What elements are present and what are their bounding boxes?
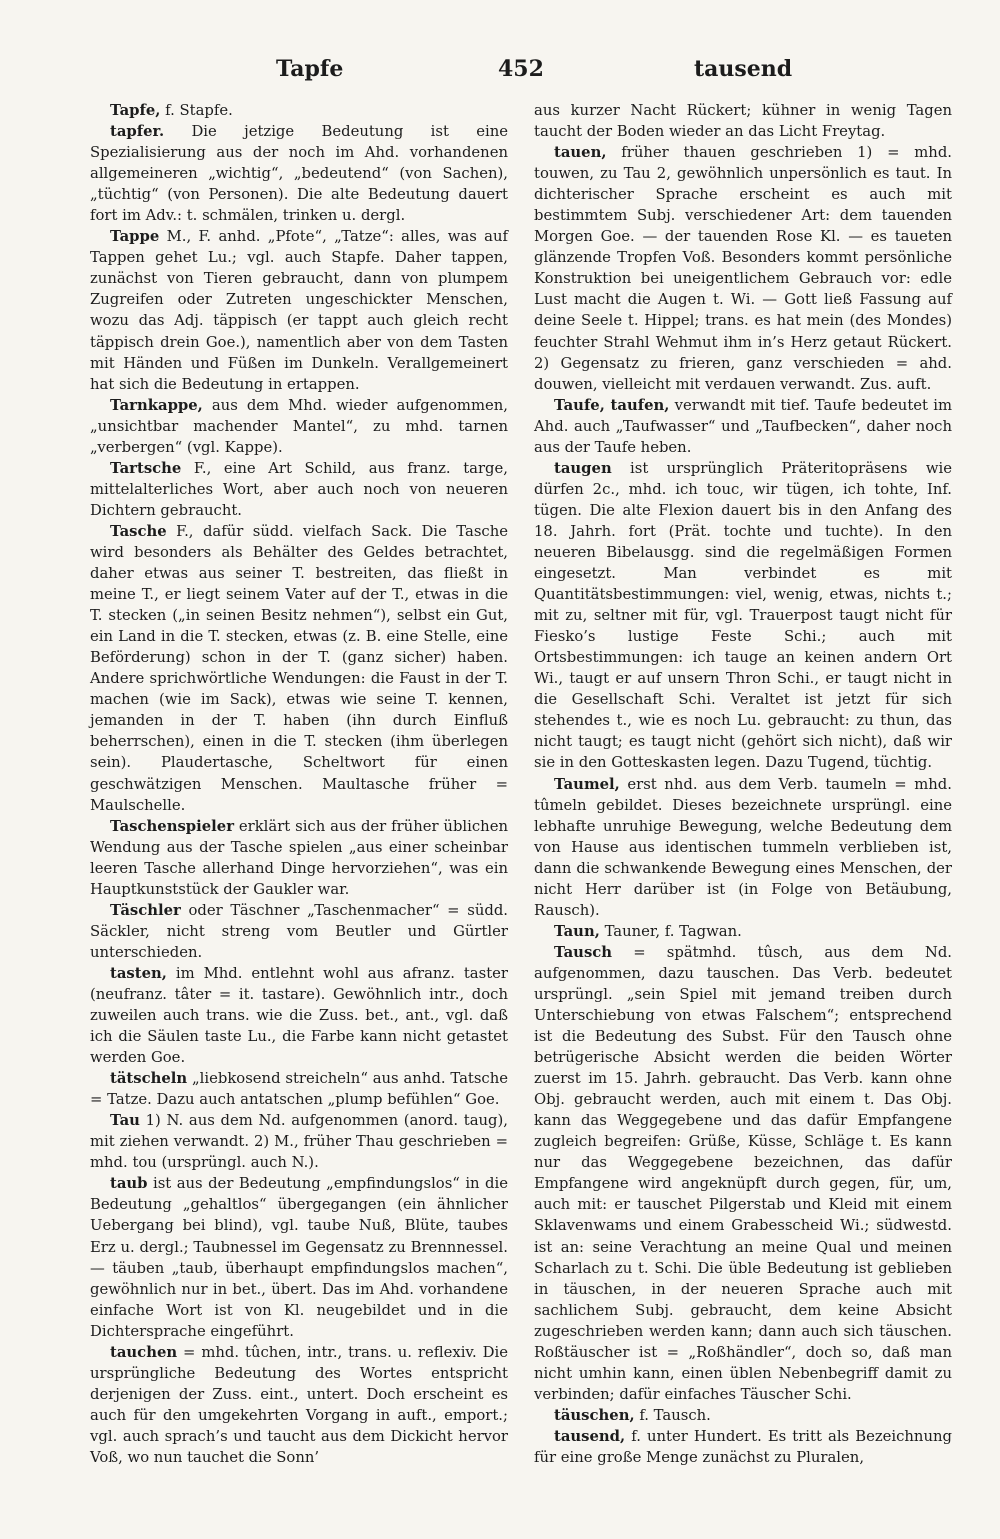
dictionary-entry [534,100,952,142]
dictionary-entry [90,100,508,121]
entry-body: erklärt sich aus der früher üblichen Wendung aus der Tasche spielen „aus einer scheinbar leeren Tasche allerhand Dinge hervorziehen“, was ein Hauptkunststück der Gaukler war. [90,817,508,898]
dictionary-entry [90,963,508,1068]
left-column [90,100,508,1468]
dictionary-entry [534,395,952,458]
dictionary-entry [534,458,952,774]
entry-headword: Taschenspieler [110,817,234,835]
entry-body: F., dafür südd. vielfach Sack. Die Tasche wird besonders als Behälter des Geldes betrachtet, daher etwas aus seiner T. bestreiten, das fließt in meine T., er liegt seinem Vater auf der T., etwas in die T. stecken („in seinen Besitz nehmen“), selbst ein Gut, ein Land in die T. stecken, etwas (z. B. eine Stelle, eine Beförderung) schon in der T. (ganz sicher) haben. Andere sprichwörtliche Wendungen: die Faust in der T. machen (wie im Sack), etwas wie seine T. kennen, jemanden in der T. haben (ihn durch Einfluß beherrschen), einen in die T. stecken (ihm überlegen sein). Plaudertasche, Scheltwort für einen geschwätzigen Menschen. Maultasche früher = Maulschelle. [90,522,508,814]
dictionary-entry [90,521,508,816]
entry-headword: tätscheln [110,1070,188,1088]
dictionary-entry [90,900,508,963]
entry-body: Tauner, f. Tagwan. [599,922,742,940]
page-header [88,50,940,86]
entry-body: 1) N. aus dem Nd. aufgenommen (anord. taug), mit ziehen verwandt. 2) M., früher Thau geschrieben = mhd. tou (ursprüngl. auch N.). [90,1112,508,1172]
entry-headword: Taumel, [554,775,620,793]
dictionary-entry [534,142,952,395]
entry-body: im Mhd. entlehnt wohl aus afranz. taster (neufranz. tâter = it. tastare). Gewöhnlich intr., doch zuweilen auch trans. wie die Zuss. bet., ant., vgl. daß ich die Säulen taste Lu., die Farbe kann nicht getastet werden Goe. [90,964,508,1067]
dictionary-entry [90,1068,508,1110]
entry-body: f. unter Hundert. Es tritt als Bezeichnung für eine große Menge zunächst zu Pluralen, [534,1427,952,1466]
entry-headword: tapfer. [110,123,165,141]
text-columns [90,100,952,1500]
entry-headword: täuschen, [554,1406,635,1424]
entry-body: früher thauen geschrieben 1) = mhd. touwen, zu Tau 2, gewöhnlich unpersönlich es taut. In dichterischer Sprache erscheint es auch mit bestimmtem Subj. verschiedener Art: dem tauenden Morgen Goe. — der tauenden Rose Kl. — es taueten glänzende Tropfen Voß. Besonders kommt persönliche Konstruktion bei uneigentlichem Gebrauch vor: edle Lust macht die Augen t. Wi. — Gott ließ Fassung auf deine Seele t. Hippel; trans. es hat mein (des Mondes) feuchter Strahl Wehmut ihm in’s Herz getaut Rückert. 2) Gegensatz zu frieren, ganz verschieden = ahd. douwen, vielleicht mit verdauen verwandt. Zus. auft. [534,144,952,393]
dictionary-entry [90,816,508,900]
entry-body: = mhd. tûchen, intr., trans. u. reflexiv. Die ursprüngliche Bedeutung des Wortes entspricht derjenigen der Zuss. eint., untert. Doch erscheint es auch für den umgekehrten Vorgang in auft., emport.; vgl. auch sprach’s und taucht aus dem Dickicht hervor Voß, wo nun tauchet die Sonn’ [90,1343,508,1466]
entry-body: „liebkosend streicheln“ aus anhd. Tatsche = Tatze. Dazu auch antatschen „plump befühlen“ Goe. [90,1070,508,1109]
dictionary-entry [90,1110,508,1173]
dictionary-entry [90,121,508,226]
dictionary-entry [90,1342,508,1468]
entry-body: verwandt mit tief. Taufe bedeutet im Ahd. auch „Taufwasser“ und „Taufbecken“, daher noch aus der Taufe heben. [534,396,952,456]
entry-headword: taugen [554,459,612,477]
dictionary-entry [534,774,952,921]
entry-headword: Taun, [554,922,600,940]
dictionary-entry [534,942,952,1405]
entry-headword: Tarnkappe, [110,396,203,414]
entry-body: = spätmhd. tûsch, aus dem Nd. aufgenommen, dazu tauschen. Das Verb. bedeutet ursprüngl. „sein Spiel mit jemand treiben durch Unterschiebung von etwas Falschem“; entsprechend ist die Bedeutung des Subst. Für den Tausch ohne betrügerische Absicht werden die beiden Wörter zuerst im 15. Jahrh. gebraucht. Das Verb. kann ohne Obj. gebraucht werden, auch mit einem t. Das Obj. kann das Weggegebene und das dafür Empfangene zugleich begreifen: Grüße, Küsse, Schläge t. Es kann nur das Weggegebene bezeichnen, das dafür Empfangene wird angeknüpft durch gegen, für, um, auch mit: er tauschet Pilgerstab und Kleid mit einem Sklavenwams und einem Grabesscheid Wi.; südwestd. ist an: seine Verachtung an meine Qual und meinen Scharlach zu t. Schi. Die üble Bedeutung ist geblieben in täuschen, in der neueren Sprache auch mit sachlichem Subj. gebraucht, dem keine Absicht zugeschrieben werden kann; dann auch sich täuschen. Roßtäuscher ist = „Roßhändler“, doch so, daß man nicht umhin kann, einen üblen Nebenbegriff damit zu verbinden; dafür einfaches Täuscher Schi. [534,943,952,1403]
entry-headword: Tausch [554,943,613,961]
entry-body: aus dem Mhd. wieder aufgenommen, „unsichtbar machender Mantel“, zu mhd. tarnen „verbergen“ (vgl. Kappe). [90,396,508,456]
entry-headword: tauen, [554,144,607,162]
entry-headword: Tau [110,1112,140,1130]
dictionary-entry [534,1405,952,1426]
entry-headword: Tartsche [110,459,182,477]
entry-body: Die jetzige Bedeutung ist eine Spezialisierung aus der noch im Ahd. vorhandenen allgemeineren „wichtig“, „bedeutend“ (von Sachen), „tüchtig“ (von Personen). Die alte Bedeutung dauert fort im Adv.: t. schmälen, trinken u. dergl. [90,123,508,225]
entry-headword: taub [110,1175,148,1193]
entry-headword: tauchen [110,1343,178,1361]
page-number: 452 [498,56,544,82]
dictionary-entry [534,921,952,942]
entry-headword: Tapfe, [110,102,161,119]
header-left-keyword: Tapfe [276,56,344,82]
header-right-keyword: tausend [694,56,793,82]
entry-body: oder Täschner „Taschenmacher“ = südd. Säckler, nicht streng vom Beutler und Gürtler unterschieden. [90,901,508,961]
entry-headword: Täschler [110,901,181,919]
dictionary-entry [90,458,508,521]
right-column [534,100,952,1468]
dictionary-entry [534,1426,952,1468]
entry-headword: tasten, [110,964,167,982]
entry-body: ist aus der Bedeutung „empfindungslos“ in die Bedeutung „gehaltlos“ übergegangen (ein ähnlicher Uebergang bei blind), vgl. taube Nuß, Blüte, taubes Erz u. dergl.; Taubnessel im Gegensatz zu Brennnessel. — täuben „taub, überhaupt empfindungslos machen“, gewöhnlich nur in bet., übert. Das im Ahd. vorhandene einfache Wort ist von Kl. neugebildet und in die Dichtersprache eingeführt. [90,1175,508,1340]
entry-body: f. Stapfe. [160,102,233,119]
entry-headword: Tasche [110,522,167,540]
dictionary-entry [90,226,508,394]
entry-body: f. Tausch. [634,1406,711,1424]
entry-body: F., eine Art Schild, aus franz. targe, mittelalterliches Wort, aber auch noch von neueren Dichtern gebraucht. [90,459,508,519]
entry-body: aus kurzer Nacht Rückert; kühner in wenig Tagen taucht der Boden wieder an das Licht Freytag. [534,102,952,141]
dictionary-entry [90,395,508,458]
entry-headword: Taufe, taufen, [554,396,670,414]
dictionary-entry [90,1173,508,1341]
entry-body: ist ursprünglich Präteritopräsens wie dürfen 2c., mhd. ich touc, wir tügen, ich tohte, Inf. tügen. Die alte Flexion dauert bis in den Anfang des 18. Jahrh. fort (Prät. tochte und tuchte). In den neueren Bibelausgg. sind die regelmäßigen Formen eingesetzt. Man verbindet es mit Quantitätsbestimmungen: viel, wenig, etwas, nichts t.; mit zu, seltner mit für, vgl. Trauerpost taugt nicht für Fiesko’s lustige Feste Schi.; auch mit Ortsbestimmungen: ich tauge an keinen andern Ort Wi., taugt er auf unsern Thron Schi., er taugt nicht in die Gesellschaft Schi. Veraltet ist jetzt für sich stehendes t., wie es noch Lu. gebraucht: zu thun, das nicht taugt; es taugt nicht (gehört sich nicht), daß wir sie in den Gotteskasten legen. Dazu Tugend, tüchtig. [534,459,952,772]
entry-headword: Tappe [110,228,160,246]
entry-body: erst nhd. aus dem Verb. taumeln = mhd. tûmeln gebildet. Dieses bezeichnete ursprüngl. eine lebhafte unruhige Bewegung, welche Bedeutung dem von Hause aus identischen tummeln verblieben ist, dann die schwankende Bewegung eines Menschen, der nicht Herr darüber ist (in Folge von Betäubung, Rausch). [534,775,952,919]
entry-headword: tausend, [554,1427,626,1445]
entry-body: M., F. anhd. „Pfote“, „Tatze“: alles, was auf Tappen gehet Lu.; vgl. auch Stapfe. Daher tappen, zunächst von Tieren gebraucht, dann von plumpem Zugreifen oder Zutreten ungeschickter Menschen, wozu das Adj. täppisch (er tappt auch gleich recht täppisch drein Goe.), namentlich aber von dem Tasten mit Händen und Füßen im Dunkeln. Verallgemeinert hat sich die Bedeutung in ertappen. [90,228,508,393]
